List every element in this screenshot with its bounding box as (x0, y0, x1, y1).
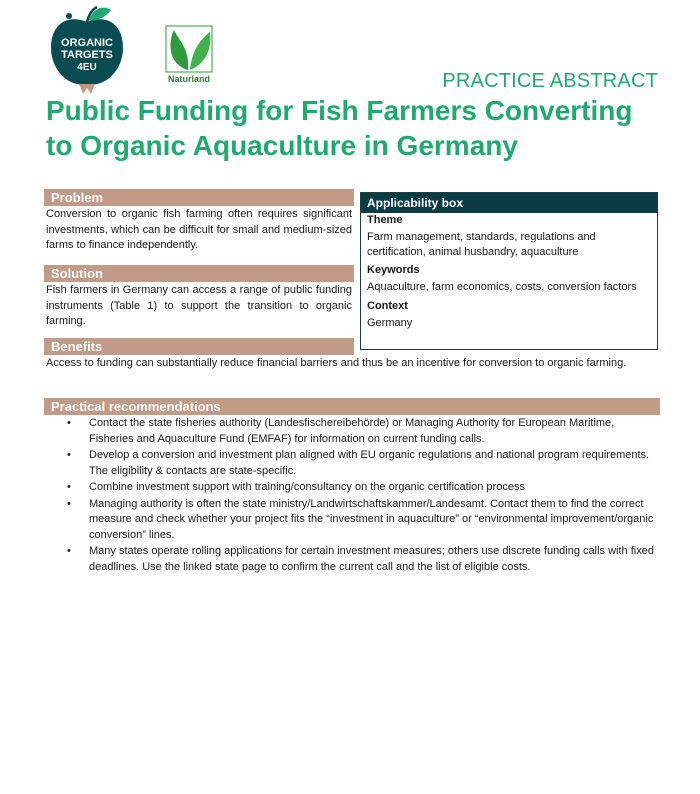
recommendation-text: Managing authority is often the state ministry/Landwirtschaftskammer/Landesamt. Contact them to find the correct measure and check whether your project fits the “investment in aquaculture” or “environmental improvement/organic conversion” lines. (89, 497, 654, 541)
bullet-icon: • (67, 497, 71, 510)
logo-line-1: ORGANIC (61, 37, 113, 49)
keywords-value: Aquaculture, farm economics, costs, conversion factors (367, 281, 637, 293)
practice-abstract-label: PRACTICE ABSTRACT (442, 70, 658, 92)
benefits-heading: Benefits (44, 338, 354, 355)
solution-heading: Solution (44, 265, 354, 282)
logo-line-2: TARGETS (61, 49, 113, 61)
theme-label: Theme (367, 214, 403, 226)
organic-targets-logo (49, 6, 125, 94)
applicability-box (360, 192, 658, 350)
theme-value: Farm management, standards, regulations and certification, animal husbandry, aquaculture (367, 231, 596, 258)
list-item (62, 544, 658, 575)
keywords-label: Keywords (367, 264, 420, 276)
bullet-icon: • (67, 449, 71, 461)
logo-line-3: 4EU (77, 62, 97, 73)
recommendation-text: Contact the state fisheries authority (Landesfischereibehörde) or Managing Authority for European Maritime, Fisheries and Aquaculture Fund (EMFAF) for information on current funding calls. (89, 417, 615, 445)
solution-text: Fish farmers in Germany can access a range of public funding instruments (Table 1) to support the transition to organic farming. (46, 284, 352, 327)
list-item (62, 497, 658, 544)
page-title: Public Funding for Fish Farmers Converting to Organic Aquaculture in Germany (46, 95, 633, 161)
recommendation-text: Combine investment support with training/consultancy on the organic certification process (89, 481, 525, 493)
context-value: Germany (367, 316, 413, 329)
bullet-icon: • (67, 545, 71, 557)
recommendations-list (62, 416, 658, 576)
recommendations-heading: Practical recommendations (44, 398, 660, 415)
problem-text: Conversion to organic fish farming often requires significant investments, which can be difficult for small and medium-sized farms to finance independently. (46, 208, 352, 251)
context-label: Context (367, 299, 408, 312)
recommendation-text: Many states operate rolling applications for certain investment measures; others use discrete funding calls with fixed deadlines. Use the linked state page to confirm the current call and the list of eligible costs. (89, 545, 654, 573)
problem-heading: Problem (44, 189, 354, 206)
list-item (62, 448, 658, 479)
applicability-heading: Applicability box (361, 193, 657, 213)
naturland-logo (164, 24, 214, 84)
bullet-icon: • (67, 481, 71, 493)
list-item (62, 480, 658, 496)
naturland-text: Naturland (167, 74, 211, 84)
list-item (62, 416, 658, 447)
recommendation-text: Develop a conversion and investment plan aligned with EU organic regulations and national program requirements. The eligibility & contacts are state-specific. (89, 449, 650, 477)
bullet-icon: • (67, 417, 71, 429)
benefits-text: Access to funding can substantially reduce financial barriers and thus be an incentive for conversion to organic farming. (46, 357, 627, 369)
